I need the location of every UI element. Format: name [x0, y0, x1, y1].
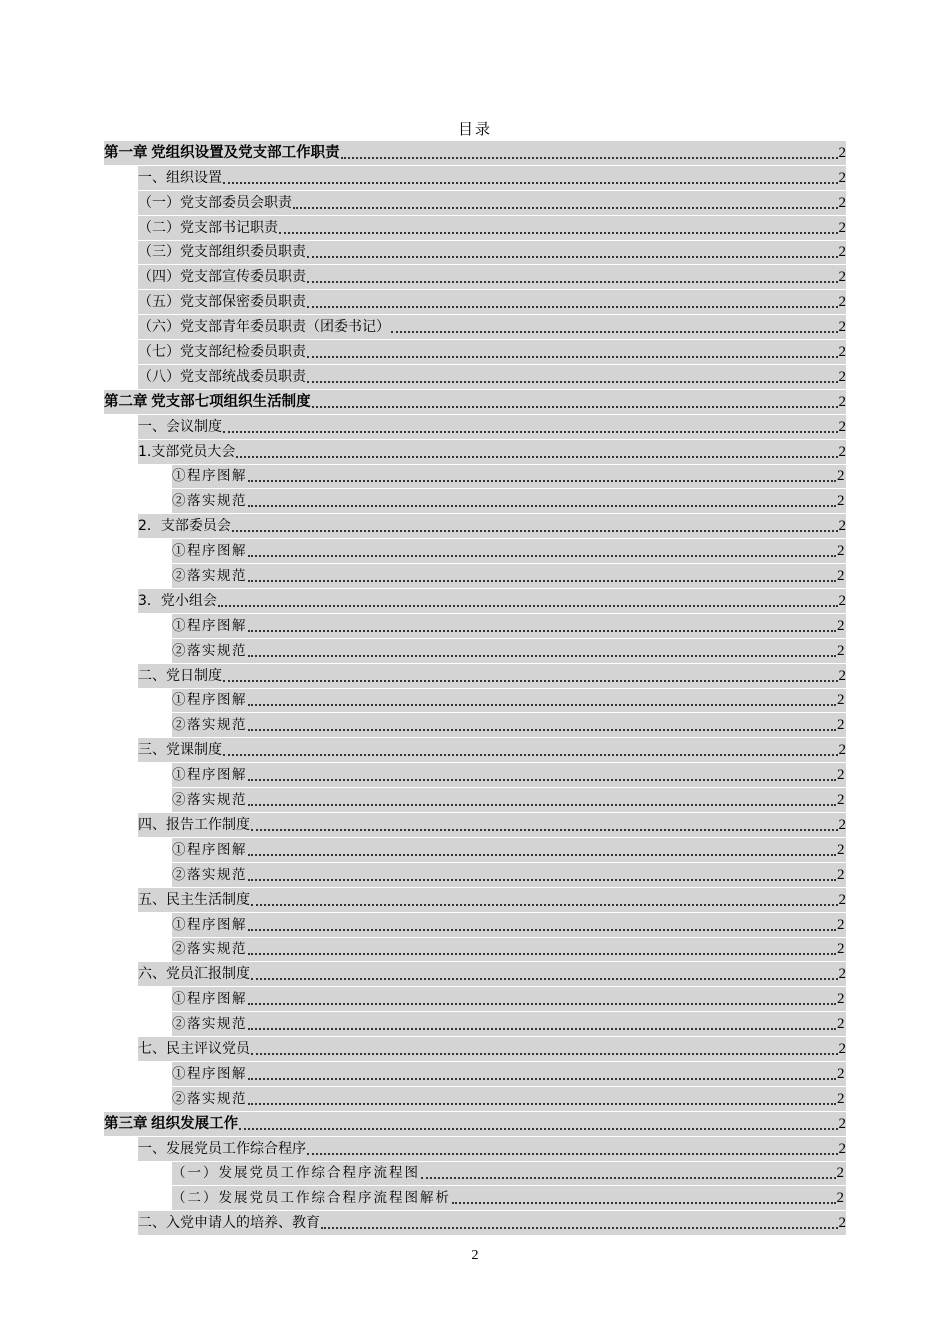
- toc-entry-page-number: 2: [837, 543, 846, 560]
- toc-dot-leader: [312, 406, 838, 408]
- toc-dot-leader: [251, 904, 838, 906]
- toc-entry[interactable]: [104, 1211, 846, 1236]
- toc-dot-leader: [236, 456, 837, 458]
- toc-entry[interactable]: [104, 987, 846, 1012]
- toc-entry-page-number: 2: [837, 617, 846, 634]
- toc-entry-page-number: 2: [838, 169, 846, 186]
- toc-entry[interactable]: [104, 838, 846, 863]
- toc-entry-page-number: 2: [838, 294, 846, 311]
- toc-dot-leader: [232, 530, 838, 532]
- toc-entry[interactable]: [104, 539, 846, 564]
- toc-entry-label: 七、民主评议党员: [138, 1040, 250, 1057]
- toc-entry[interactable]: [104, 788, 846, 813]
- page-number: 2: [471, 1248, 479, 1263]
- toc-dot-leader: [248, 1078, 836, 1080]
- toc-dot-leader: [307, 256, 838, 258]
- toc-dot-leader: [307, 306, 838, 308]
- toc-entry[interactable]: [104, 614, 846, 639]
- toc-entry-label: 六、党员汇报制度: [138, 966, 250, 983]
- toc-entry[interactable]: [104, 763, 846, 788]
- toc-dot-leader: [239, 1128, 837, 1130]
- toc-entry[interactable]: [104, 813, 846, 838]
- toc-dot-leader: [248, 929, 836, 931]
- toc-entry-label: ②落实规范: [172, 792, 247, 809]
- toc-entry-page-number: 2: [838, 443, 846, 460]
- toc-entry-label: （七）党支部纪检委员职责: [138, 344, 306, 361]
- toc-entry-page-number: 2: [837, 916, 846, 933]
- page-title: 目录: [457, 120, 492, 138]
- toc-entry[interactable]: [104, 440, 846, 465]
- toc-entry-page-number: 2: [838, 1115, 846, 1132]
- toc-entry-page-number: 2: [838, 1215, 846, 1232]
- toc-entry-page-number: 2: [838, 393, 846, 410]
- toc-entry-label: ②落实规范: [172, 1016, 247, 1033]
- toc-entry-label: 一、会议制度: [138, 418, 222, 435]
- toc-entry-label: ②落实规范: [172, 493, 247, 510]
- toc-entry-label: 2．支部委员会: [138, 518, 231, 535]
- toc-entry[interactable]: [104, 962, 846, 987]
- toc-entry-page-number: 2: [837, 493, 846, 510]
- toc-entry[interactable]: [104, 166, 846, 191]
- toc-entry[interactable]: [104, 365, 846, 390]
- toc-dot-leader: [248, 804, 836, 806]
- toc-entry[interactable]: [104, 913, 846, 938]
- toc-entry-label: ①程序图解: [172, 916, 247, 933]
- toc-entry-page-number: 2: [837, 841, 846, 858]
- toc-dot-leader: [248, 1003, 836, 1005]
- toc-dot-leader: [293, 207, 838, 209]
- toc-entry[interactable]: [104, 1087, 846, 1112]
- toc-entry-label: ①程序图解: [172, 468, 247, 485]
- toc-entry[interactable]: [104, 216, 846, 241]
- toc-entry-label: （六）党支部青年委员职责（团委书记）: [138, 319, 390, 336]
- toc-dot-leader: [307, 381, 838, 383]
- toc-entry[interactable]: [104, 1112, 846, 1137]
- toc-dot-leader: [248, 729, 836, 731]
- toc-entry-label: 三、党课制度: [138, 742, 222, 759]
- toc-entry[interactable]: [104, 315, 846, 340]
- toc-dot-leader: [248, 580, 836, 582]
- toc-entry-page-number: 2: [837, 1016, 846, 1033]
- toc-entry[interactable]: [104, 141, 846, 166]
- toc-entry-page-number: 2: [838, 269, 846, 286]
- toc-dot-leader: [452, 1202, 836, 1204]
- toc-entry-label: 第三章 组织发展工作: [104, 1115, 239, 1132]
- toc-entry[interactable]: [104, 241, 846, 266]
- toc-dot-leader: [251, 978, 838, 980]
- toc-entry-label: （八）党支部统战委员职责: [138, 368, 306, 385]
- toc-entry-page-number: 2: [838, 368, 846, 385]
- toc-entry-label: ①程序图解: [172, 543, 247, 560]
- toc-entry-label: ②落实规范: [172, 866, 247, 883]
- toc-entry[interactable]: [104, 938, 846, 963]
- toc-dot-leader: [248, 555, 836, 557]
- toc-entry-page-number: 2: [837, 1065, 846, 1082]
- toc-entry[interactable]: [104, 738, 846, 763]
- toc-entry[interactable]: [104, 639, 846, 664]
- toc-dot-leader: [218, 605, 838, 607]
- toc-dot-leader: [248, 505, 836, 507]
- toc-entry-label: ②落实规范: [172, 717, 247, 734]
- toc-entry-page-number: 2: [838, 1140, 846, 1157]
- toc-entry-label: ①程序图解: [172, 617, 247, 634]
- toc-entry-page-number: 2: [838, 966, 846, 983]
- toc-dot-leader: [421, 1177, 836, 1179]
- toc-entry-label: 3．党小组会: [138, 592, 217, 609]
- toc-entry-page-number: 2: [837, 642, 846, 659]
- toc-entry-label: 五、民主生活制度: [138, 891, 250, 908]
- toc-dot-leader: [248, 704, 836, 706]
- toc-entry-label: 1.支部党员大会: [138, 443, 236, 460]
- toc-entry[interactable]: [104, 1137, 846, 1162]
- toc-entry[interactable]: [104, 489, 846, 514]
- toc-entry-page-number: 2: [837, 767, 846, 784]
- toc-entry[interactable]: [104, 1037, 846, 1062]
- toc-entry-label: （三）党支部组织委员职责: [138, 244, 306, 261]
- toc-entry-page-number: 2: [838, 1040, 846, 1057]
- toc-dot-leader: [248, 1028, 836, 1030]
- toc-entry-page-number: 2: [838, 344, 846, 361]
- toc-dot-leader: [223, 182, 838, 184]
- toc-entry-page-number: 2: [837, 991, 846, 1008]
- toc-entry-page-number: 2: [837, 568, 846, 585]
- toc-entry[interactable]: [104, 465, 846, 490]
- toc-dot-leader: [223, 754, 838, 756]
- toc-dot-leader: [248, 779, 836, 781]
- toc-entry[interactable]: [104, 1162, 846, 1187]
- toc-dot-leader: [223, 431, 838, 433]
- toc-entry-label: 四、报告工作制度: [138, 816, 250, 833]
- toc-dot-leader: [251, 1053, 838, 1055]
- toc-entry-label: ①程序图解: [172, 1065, 247, 1082]
- toc-dot-leader: [248, 480, 836, 482]
- toc-entry-label: 一、组织设置: [138, 169, 222, 186]
- toc-dot-leader: [341, 157, 838, 159]
- toc-entry[interactable]: [104, 664, 846, 689]
- toc-entry[interactable]: [104, 1186, 846, 1211]
- toc-entry-page-number: 2: [837, 792, 846, 809]
- toc-entry-page-number: 2: [837, 692, 846, 709]
- toc-entry-label: （四）党支部宣传委员职责: [138, 269, 306, 286]
- toc-entry[interactable]: [104, 863, 846, 888]
- toc-entry-label: ②落实规范: [172, 941, 247, 958]
- toc-dot-leader: [307, 1153, 838, 1155]
- toc-dot-leader: [307, 356, 838, 358]
- toc-entry[interactable]: [104, 390, 846, 415]
- toc-entry-label: 二、党日制度: [138, 667, 222, 684]
- toc-entry[interactable]: [104, 689, 846, 714]
- toc-entry-label: 二、入党申请人的培养、教育: [138, 1215, 320, 1232]
- toc-entry-label: 第一章 党组织设置及党支部工作职责: [104, 144, 340, 161]
- toc-entry[interactable]: [104, 564, 846, 589]
- toc-dot-leader: [279, 232, 838, 234]
- table-of-contents: [104, 141, 846, 1236]
- toc-entry[interactable]: [104, 191, 846, 216]
- toc-dot-leader: [248, 854, 836, 856]
- toc-entry[interactable]: [104, 290, 846, 315]
- toc-dot-leader: [248, 1103, 836, 1105]
- toc-entry-label: 第二章 党支部七项组织生活制度: [104, 393, 311, 410]
- toc-dot-leader: [251, 829, 838, 831]
- toc-entry-page-number: 2: [838, 816, 846, 833]
- toc-dot-leader: [307, 281, 838, 283]
- toc-entry[interactable]: [104, 415, 846, 440]
- toc-entry-page-number: 2: [838, 742, 846, 759]
- toc-entry-label: ①程序图解: [172, 841, 247, 858]
- toc-entry-page-number: 2: [837, 941, 846, 958]
- toc-entry-page-number: 2: [837, 717, 846, 734]
- toc-entry[interactable]: [104, 888, 846, 913]
- toc-entry-label: 一、发展党员工作综合程序: [138, 1140, 306, 1157]
- toc-dot-leader: [248, 879, 836, 881]
- toc-entry[interactable]: [104, 514, 846, 539]
- toc-entry-page-number: 2: [838, 592, 846, 609]
- toc-entry-label: ①程序图解: [172, 692, 247, 709]
- toc-entry-label: （一）党支部委员会职责: [138, 194, 292, 211]
- toc-entry-page-number: 2: [838, 418, 846, 435]
- toc-dot-leader: [248, 655, 836, 657]
- toc-entry[interactable]: [104, 1062, 846, 1087]
- toc-entry-page-number: 2: [838, 144, 846, 161]
- toc-entry-page-number: 2: [838, 244, 846, 261]
- toc-entry-label: （五）党支部保密委员职责: [138, 294, 306, 311]
- toc-entry[interactable]: [104, 713, 846, 738]
- toc-dot-leader: [248, 630, 836, 632]
- toc-entry-page-number: 2: [837, 468, 846, 485]
- toc-entry-page-number: 2: [838, 518, 846, 535]
- toc-entry-label: （一）发展党员工作综合程序流程图: [172, 1165, 420, 1182]
- toc-entry-label: ②落实规范: [172, 642, 247, 659]
- toc-dot-leader: [391, 331, 838, 333]
- toc-entry[interactable]: [104, 589, 846, 614]
- toc-entry-label: ②落实规范: [172, 568, 247, 585]
- toc-entry-page-number: 2: [838, 667, 846, 684]
- toc-entry-page-number: 2: [837, 1090, 846, 1107]
- toc-entry-label: ②落实规范: [172, 1090, 247, 1107]
- toc-entry-page-number: 2: [838, 319, 846, 336]
- toc-dot-leader: [321, 1227, 838, 1229]
- toc-entry-page-number: 2: [837, 866, 846, 883]
- toc-entry-page-number: 2: [836, 1190, 846, 1207]
- toc-entry-label: （二）党支部书记职责: [138, 219, 278, 236]
- toc-entry[interactable]: [104, 340, 846, 365]
- toc-entry-label: （二）发展党员工作综合程序流程图解析: [172, 1190, 451, 1207]
- toc-dot-leader: [248, 953, 836, 955]
- toc-dot-leader: [223, 680, 838, 682]
- toc-entry-page-number: 2: [838, 194, 846, 211]
- toc-entry-page-number: 2: [838, 891, 846, 908]
- toc-entry-label: ①程序图解: [172, 991, 247, 1008]
- toc-entry-page-number: 2: [836, 1165, 846, 1182]
- toc-entry[interactable]: [104, 1012, 846, 1037]
- toc-entry[interactable]: [104, 265, 846, 290]
- toc-entry-page-number: 2: [838, 219, 846, 236]
- toc-entry-label: ①程序图解: [172, 767, 247, 784]
